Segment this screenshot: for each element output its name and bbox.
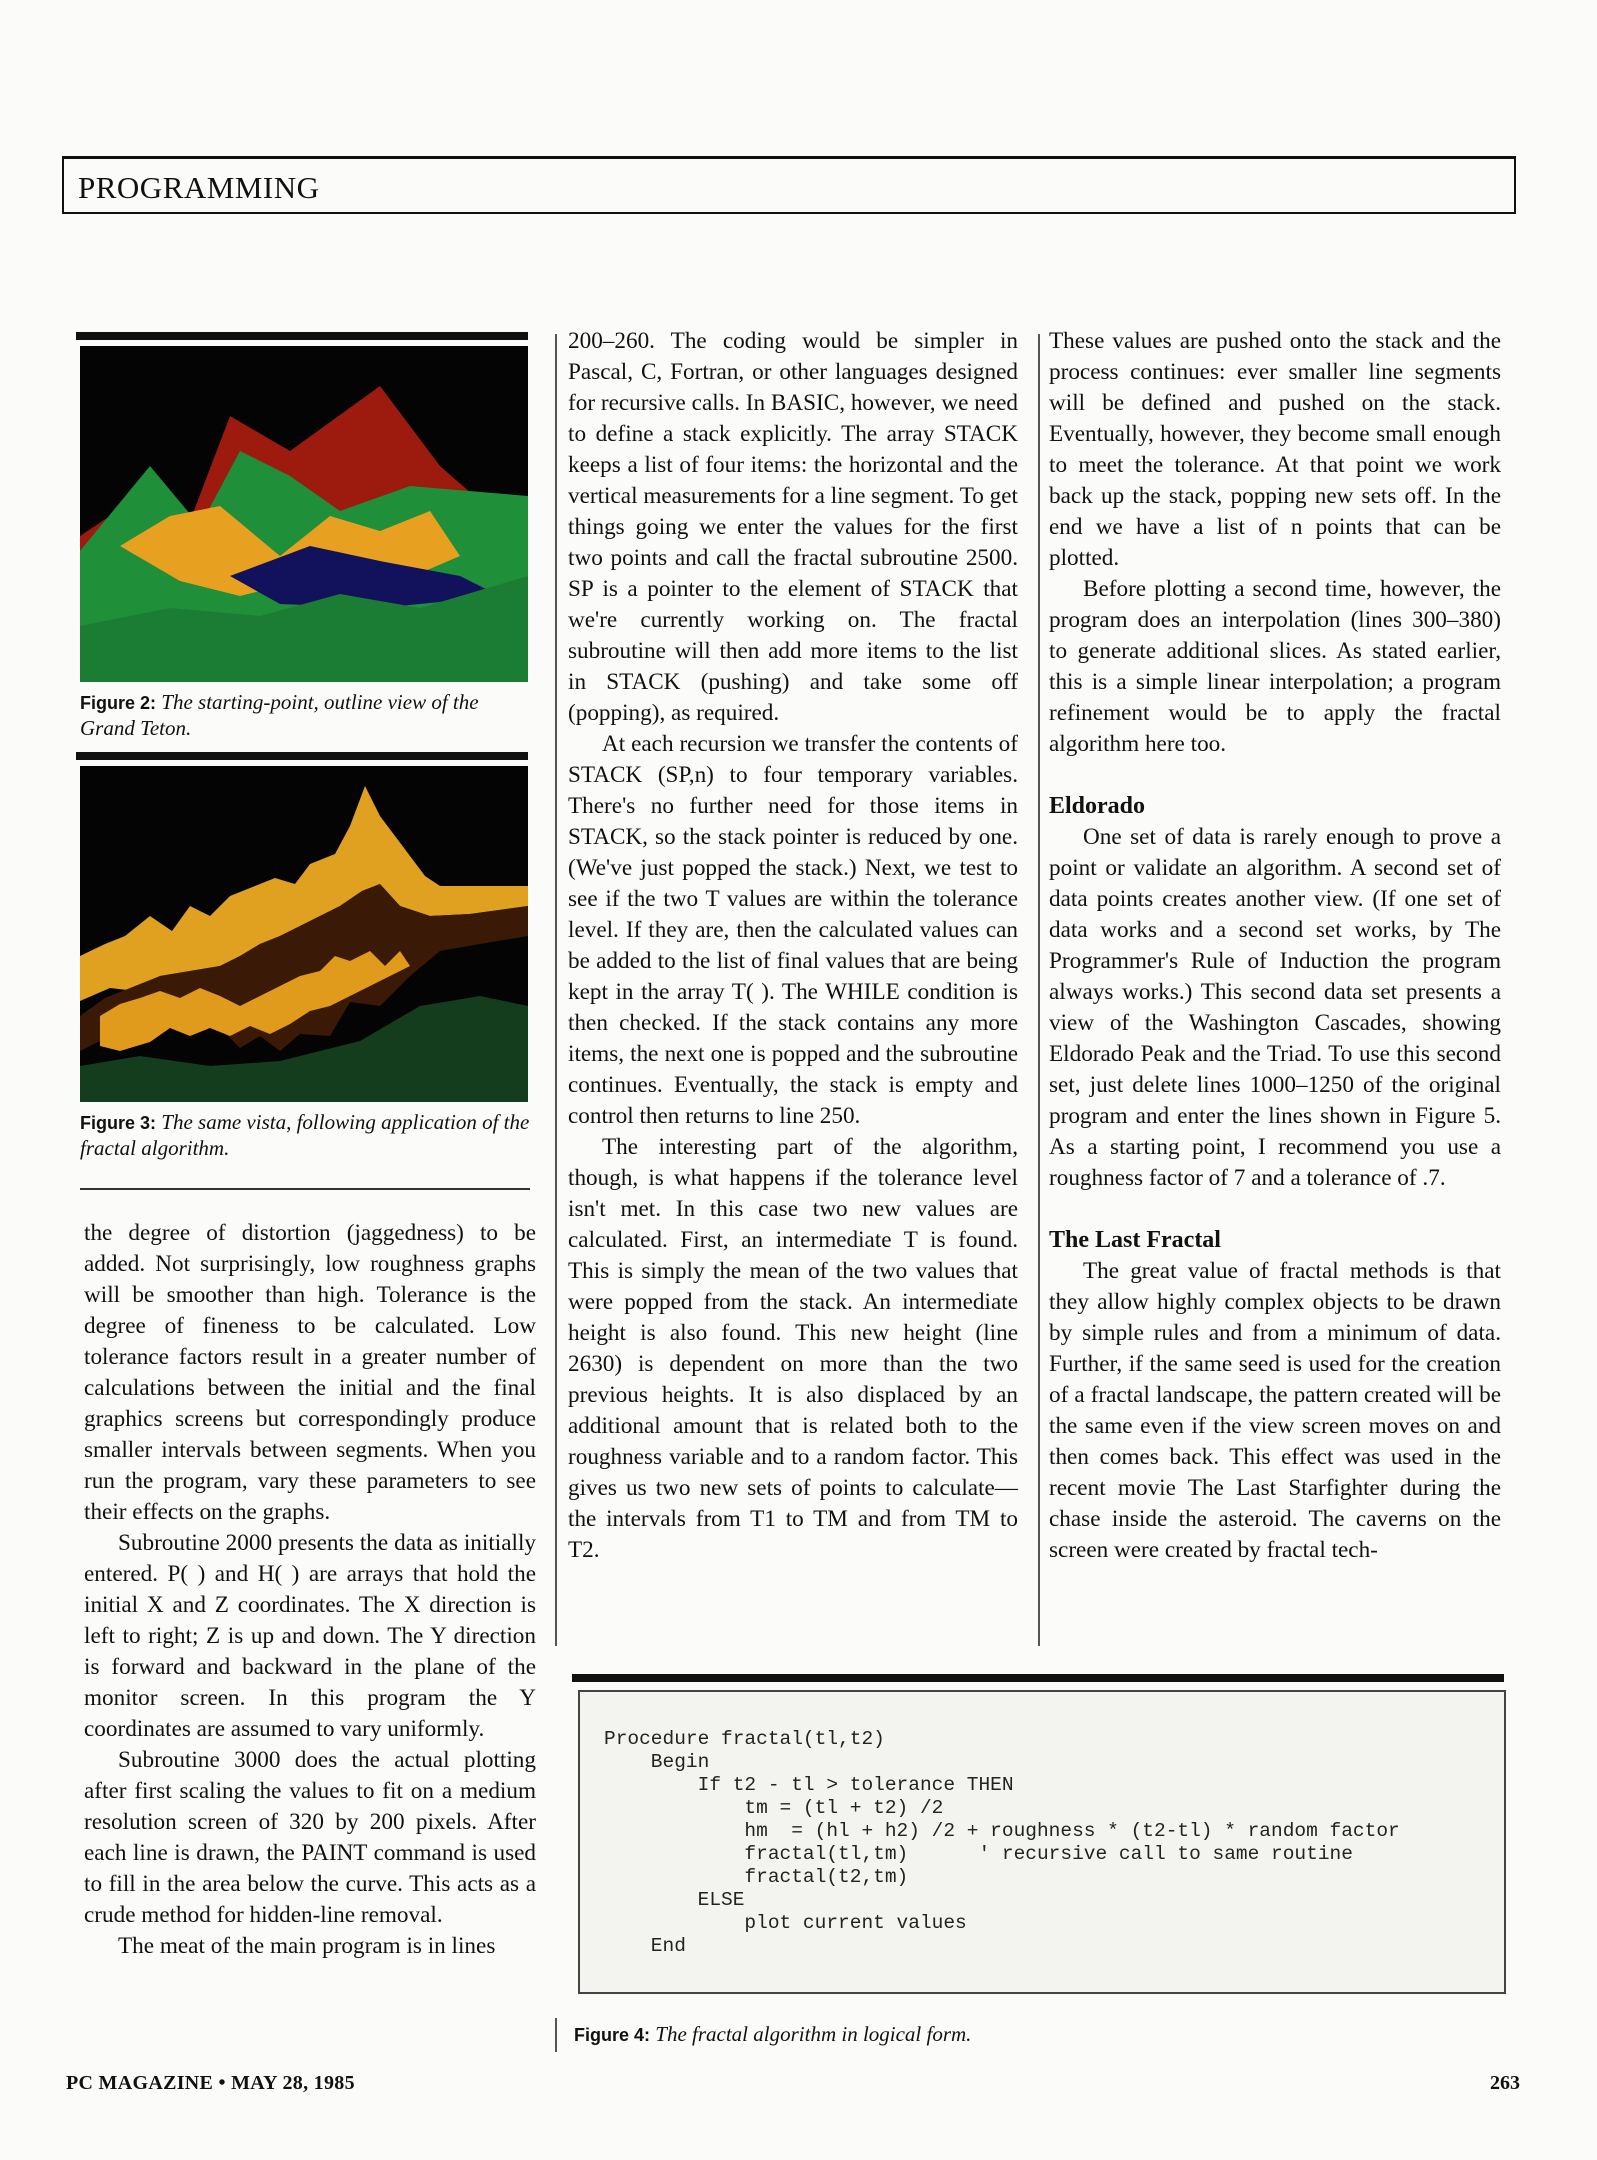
figure4-top-bar bbox=[572, 1674, 1504, 1682]
figure3-caption-text: The same vista, following application of the fractal algorithm. bbox=[80, 1110, 530, 1160]
header-bottom-rule bbox=[62, 212, 1516, 214]
figure2-top-bar bbox=[76, 332, 528, 340]
code-line: tm = (tl + t2) /2 bbox=[604, 1797, 944, 1819]
figure3-caption bbox=[80, 1110, 530, 1161]
col2-paragraph-2: At each recursion we transfer the contents of STACK (SP,n) to four temporary variables. There's no further need for those items in STACK, so the stack pointer is reduced by one. (We've just popped the stack.) Next, we test to see if the two T values are within the tolerance level. If they are, then the calculated values can be added to the list of final values that are being kept in the array T( ). The WHILE condition is then checked. If the stack contains any more items, the next one is popped and the subroutine continues. Eventually, the stack is empty and control then returns to line 250. bbox=[568, 731, 1018, 1129]
figure2-mountain-graphic bbox=[80, 346, 528, 682]
col3-paragraph-4: The great value of fractal methods is that they allow highly complex objects to be drawn by simple rules and from a minimum of data. Further, if the same seed is used for the creation of a fractal landscape, the pattern created will be the same even if the view screen moves on and then comes back. This effect was used in the recent movie The Last Starfighter during the chase inside the asteroid. The caverns on the screen were created by fractal tech- bbox=[1049, 1258, 1501, 1563]
figure3-caption-label: Figure 3: bbox=[80, 1113, 157, 1133]
footer-page-number: 263 bbox=[1490, 2072, 1520, 2094]
column-2 bbox=[568, 326, 1018, 1566]
col1-paragraph-4: The meat of the main program is in lines bbox=[118, 1933, 496, 1959]
figure4-caption-text: The fractal algorithm in logical form. bbox=[655, 2022, 972, 2046]
figure3-top-bar bbox=[76, 752, 528, 760]
figure4-caption bbox=[574, 2022, 1274, 2048]
figure4-caption-label: Figure 4: bbox=[574, 2025, 651, 2045]
figure4-code bbox=[604, 1728, 1400, 1958]
col1-paragraph-2: Subroutine 2000 presents the data as initially entered. P( ) and H( ) are arrays that hold the initial X and Z coordinates. The X direction is left to right; Z is up and down. The Y direction is forward and backward in the plane of the monitor screen. In this program the Y coordinates are assumed to vary uniformly. bbox=[84, 1530, 536, 1742]
col1-paragraph-3: Subroutine 3000 does the actual plotting after first scaling the values to fit on a medium resolution screen of 320 by 200 pixels. After each line is drawn, the PAINT command is used to fill in the area below the curve. This acts as a crude method for hidden-line removal. bbox=[84, 1747, 536, 1928]
figure2-caption bbox=[80, 690, 530, 741]
column-separator-1-lower bbox=[555, 2018, 557, 2052]
section-heading: PROGRAMMING bbox=[78, 170, 320, 205]
code-line: Procedure fractal(tl,t2) bbox=[604, 1728, 885, 1750]
figure2-caption-label: Figure 2: bbox=[80, 693, 157, 713]
figure3-bottom-rule bbox=[80, 1188, 530, 1190]
column-3 bbox=[1049, 326, 1501, 1566]
code-line: End bbox=[604, 1935, 686, 1957]
col2-paragraph-1: 200–260. The coding would be simpler in Pascal, C, Fortran, or other languages designed for recursive calls. In BASIC, however, we need to define a stack explicitly. The array STACK keeps a list of four items: the horizontal and the vertical measurements for a line segment. To get things going we enter the values for the first two points and call the fractal subroutine 2500. SP is a pointer to the element of STACK that we're currently working on. The fractal subroutine will then add more items to the list in STACK (pushing) and take some off (popping), as required. bbox=[568, 328, 1018, 726]
code-line: ELSE bbox=[604, 1889, 745, 1911]
code-line: fractal(t2,tm) bbox=[604, 1866, 909, 1888]
header-left-rule bbox=[62, 156, 64, 214]
header-top-rule bbox=[62, 156, 1516, 159]
col3-spacer-1 bbox=[1049, 760, 1501, 791]
subheading-last-fractal: The Last Fractal bbox=[1049, 1227, 1221, 1253]
code-line: fractal(tl,tm) ' recursive call to same routine bbox=[604, 1843, 1353, 1865]
column-1 bbox=[84, 1218, 536, 1962]
col3-paragraph-3: One set of data is rarely enough to prove a point or validate an algorithm. A second set of data points creates another view. (If one set of data works and a second set works, by The Programmer's Rule of Induction the program always works.) This second data set presents a view of the Washington Cascades, showing Eldorado Peak and the Triad. To use this second set, just delete lines 1000–1250 of the original program and enter the lines shown in Figure 5. As a starting point, I recommend you use a roughness factor of 7 and a tolerance of .7. bbox=[1049, 824, 1501, 1191]
col3-spacer-2 bbox=[1049, 1194, 1501, 1225]
code-line: Begin bbox=[604, 1751, 710, 1773]
code-line: If t2 - tl > tolerance THEN bbox=[604, 1774, 1014, 1796]
header-right-rule bbox=[1514, 156, 1516, 214]
column-separator-1 bbox=[555, 334, 557, 1646]
column-separator-2 bbox=[1038, 334, 1040, 1646]
col2-paragraph-3: The interesting part of the algorithm, though, is what happens if the tolerance level isn't met. In this case two new values are calculated. First, an intermediate T is found. This is simply the mean of the two values that were popped from the stack. An intermediate height is also found. This new height (line 2630) is dependent on more than the two previous heights. It is also displaced by an additional amount that is related both to the roughness variable and to a random factor. This gives us two new sets of points to calculate—the intervals from T1 to TM and from TM to T2. bbox=[568, 1134, 1018, 1563]
col3-paragraph-1: These values are pushed onto the stack and the process continues: ever smaller line segments will be defined and pushed on the stack. Eventually, however, they become small enough to meet the tolerance. At that point we work back up the stack, popping new sets off. In the end we have a list of n points that can be plotted. bbox=[1049, 328, 1501, 571]
code-line: plot current values bbox=[604, 1912, 967, 1934]
figure3-image bbox=[80, 766, 528, 1102]
figure2-image bbox=[80, 346, 528, 682]
figure3-mountain-graphic bbox=[80, 766, 528, 1102]
footer-publication: PC MAGAZINE • MAY 28, 1985 bbox=[66, 2072, 355, 2094]
col1-paragraph-1: the degree of distortion (jaggedness) to be added. Not surprisingly, low roughness graphs will be smoother than high. Tolerance is the degree of fineness to be calculated. Low tolerance factors result in a greater number of calculations between the initial and the final graphics screens but correspondingly produce smaller intervals between segments. When you run the program, vary these parameters to see their effects on the graphs. bbox=[84, 1220, 536, 1525]
figure2-caption-text: The starting-point, outline view of the Grand Teton. bbox=[80, 690, 479, 740]
subheading-eldorado: Eldorado bbox=[1049, 793, 1146, 819]
col3-paragraph-2: Before plotting a second time, however, the program does an interpolation (lines 300–380) to generate additional slices. As stated earlier, this is a simple linear interpolation; a program refinement would be to apply the fractal algorithm here too. bbox=[1049, 576, 1501, 757]
code-line: hm = (hl + h2) /2 + roughness * (t2-tl) * random factor bbox=[604, 1820, 1400, 1842]
